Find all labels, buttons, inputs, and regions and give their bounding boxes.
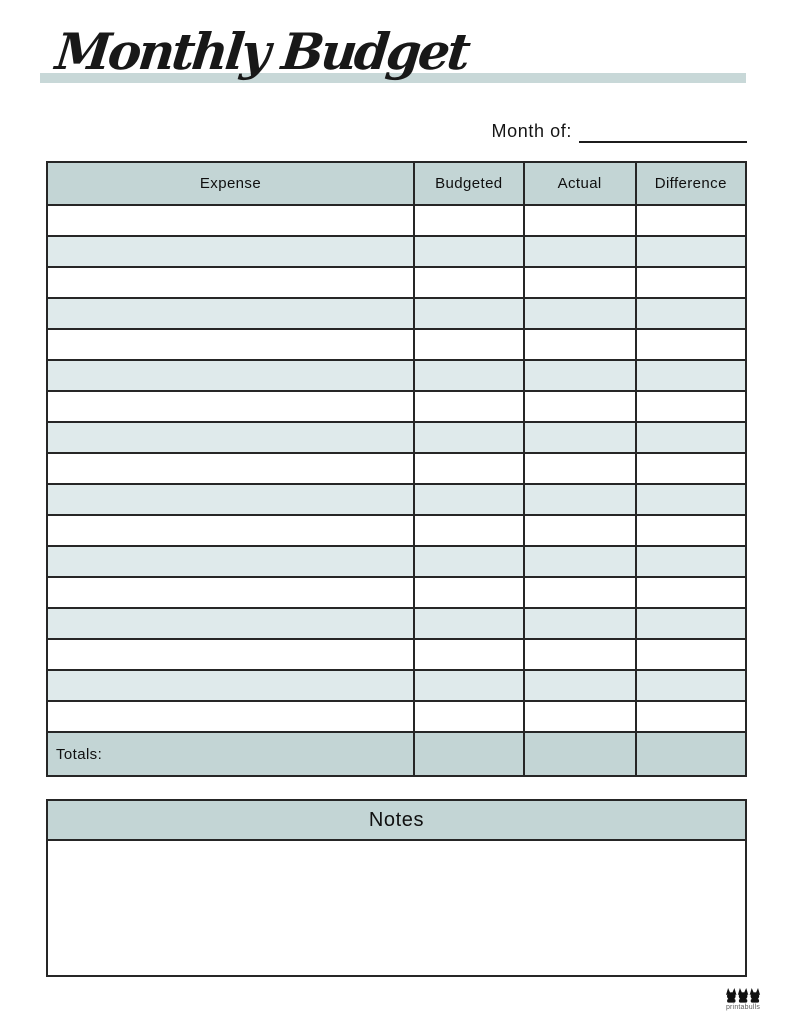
table-row [47, 205, 746, 236]
month-of-row [492, 121, 747, 143]
table-cell[interactable] [47, 701, 414, 732]
table-cell[interactable] [414, 484, 524, 515]
table-row [47, 267, 746, 298]
table-row [47, 701, 746, 732]
table-cell[interactable] [414, 453, 524, 484]
table-cell[interactable] [636, 515, 746, 546]
table-cell[interactable] [414, 422, 524, 453]
table-cell[interactable] [524, 608, 636, 639]
table-cell[interactable] [47, 608, 414, 639]
table-cell[interactable] [524, 422, 636, 453]
table-cell[interactable] [414, 205, 524, 236]
table-cell[interactable] [414, 670, 524, 701]
table-cell[interactable] [47, 391, 414, 422]
table-cell[interactable] [414, 360, 524, 391]
table-cell[interactable] [414, 608, 524, 639]
totals-difference-cell[interactable] [636, 732, 746, 776]
column-header-budgeted: Budgeted [414, 162, 524, 205]
table-cell[interactable] [47, 577, 414, 608]
column-header-expense: Expense [47, 162, 414, 205]
table-cell[interactable] [414, 577, 524, 608]
table-cell[interactable] [524, 515, 636, 546]
table-cell[interactable] [414, 329, 524, 360]
printabulls-logo [720, 988, 766, 1011]
table-row [47, 236, 746, 267]
table-cell[interactable] [47, 236, 414, 267]
page-title: Monthly Budget [52, 22, 471, 81]
table-cell[interactable] [636, 608, 746, 639]
table-cell[interactable] [414, 515, 524, 546]
table-cell[interactable] [636, 236, 746, 267]
table-cell[interactable] [414, 391, 524, 422]
column-header-actual: Actual [524, 162, 636, 205]
table-row [47, 546, 746, 577]
notes-input-area[interactable] [48, 841, 745, 975]
table-cell[interactable] [524, 701, 636, 732]
brand-name: printabulls [725, 1004, 761, 1011]
table-row [47, 608, 746, 639]
table-cell[interactable] [636, 267, 746, 298]
table-cell[interactable] [636, 577, 746, 608]
totals-actual-cell[interactable] [524, 732, 636, 776]
table-row [47, 329, 746, 360]
table-cell[interactable] [47, 267, 414, 298]
table-row [47, 484, 746, 515]
table-cell[interactable] [414, 546, 524, 577]
table-cell[interactable] [524, 360, 636, 391]
table-cell[interactable] [524, 484, 636, 515]
table-cell[interactable] [47, 360, 414, 391]
three-bulls-icon [725, 988, 761, 1003]
table-row [47, 391, 746, 422]
month-of-label: Month of: [491, 121, 572, 141]
table-row [47, 360, 746, 391]
table-row [47, 670, 746, 701]
table-row [47, 453, 746, 484]
table-cell[interactable] [47, 329, 414, 360]
table-row [47, 422, 746, 453]
table-cell[interactable] [524, 577, 636, 608]
month-of-input-line[interactable] [579, 123, 747, 143]
column-header-difference: Difference [636, 162, 746, 205]
table-cell[interactable] [414, 298, 524, 329]
table-cell[interactable] [47, 453, 414, 484]
table-cell[interactable] [524, 205, 636, 236]
table-cell[interactable] [524, 639, 636, 670]
table-cell[interactable] [636, 360, 746, 391]
table-cell[interactable] [414, 267, 524, 298]
table-cell[interactable] [524, 267, 636, 298]
table-row [47, 298, 746, 329]
table-cell[interactable] [636, 422, 746, 453]
totals-budgeted-cell[interactable] [414, 732, 524, 776]
table-cell[interactable] [636, 546, 746, 577]
table-cell[interactable] [524, 670, 636, 701]
table-cell[interactable] [47, 205, 414, 236]
table-cell[interactable] [636, 639, 746, 670]
table-row [47, 577, 746, 608]
table-cell[interactable] [47, 515, 414, 546]
totals-label: Totals: [47, 732, 414, 776]
table-row [47, 639, 746, 670]
table-cell[interactable] [524, 236, 636, 267]
table-cell[interactable] [636, 205, 746, 236]
table-cell[interactable] [47, 484, 414, 515]
table-cell[interactable] [47, 670, 414, 701]
table-cell[interactable] [636, 670, 746, 701]
notes-section [46, 799, 747, 977]
table-cell[interactable] [524, 298, 636, 329]
table-cell[interactable] [524, 329, 636, 360]
table-cell[interactable] [636, 329, 746, 360]
table-cell[interactable] [636, 298, 746, 329]
table-cell[interactable] [47, 639, 414, 670]
budget-table [46, 161, 747, 777]
table-cell[interactable] [636, 453, 746, 484]
table-cell[interactable] [524, 546, 636, 577]
totals-row [47, 732, 746, 776]
table-cell[interactable] [47, 298, 414, 329]
table-cell[interactable] [636, 391, 746, 422]
table-cell[interactable] [524, 391, 636, 422]
table-cell[interactable] [636, 484, 746, 515]
table-cell[interactable] [524, 453, 636, 484]
table-cell[interactable] [47, 546, 414, 577]
notes-title: Notes [48, 801, 745, 841]
table-cell[interactable] [414, 236, 524, 267]
table-cell[interactable] [47, 422, 414, 453]
table-header-row [47, 162, 746, 205]
table-row [47, 515, 746, 546]
table-cell[interactable] [636, 701, 746, 732]
table-cell[interactable] [414, 701, 524, 732]
table-cell[interactable] [414, 639, 524, 670]
